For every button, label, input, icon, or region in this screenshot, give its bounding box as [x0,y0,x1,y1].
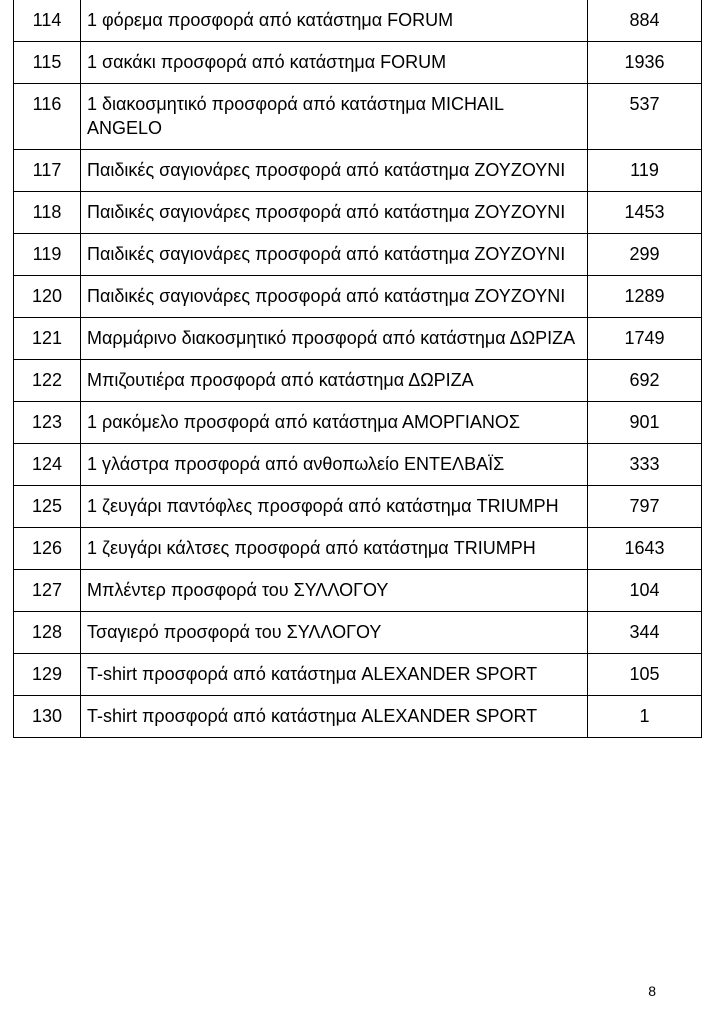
row-description: Μαρμάρινο διακοσμητικό προσφορά από κατάστημα ΔΩΡΙΖΑ [81,318,588,360]
row-description: Μπιζουτιέρα προσφορά από κατάστημα ΔΩΡΙΖΑ [81,360,588,402]
row-value: 884 [588,0,702,42]
table-row [14,150,702,192]
row-number: 123 [14,402,81,444]
table-row [14,360,702,402]
row-value: 692 [588,360,702,402]
table-row [14,318,702,360]
table-row [14,486,702,528]
row-description: 1 ζευγάρι παντόφλες προσφορά από κατάστημα TRIUMPH [81,486,588,528]
table-row [14,612,702,654]
row-description: T-shirt προσφορά από κατάστημα ALEXANDER SPORT [81,696,588,738]
row-description: Παιδικές σαγιονάρες προσφορά από κατάστημα ΖΟΥΖΟΥΝΙ [81,234,588,276]
row-number: 114 [14,0,81,42]
table-row [14,192,702,234]
row-value: 344 [588,612,702,654]
row-description: 1 σακάκι προσφορά από κατάστημα FORUM [81,42,588,84]
row-number: 115 [14,42,81,84]
row-number: 118 [14,192,81,234]
row-value: 1289 [588,276,702,318]
row-value: 119 [588,150,702,192]
row-description: Τσαγιερό προσφορά του ΣΥΛΛΟΓΟΥ [81,612,588,654]
row-number: 122 [14,360,81,402]
row-number: 128 [14,612,81,654]
row-description: Παιδικές σαγιονάρες προσφορά από κατάστημα ΖΟΥΖΟΥΝΙ [81,192,588,234]
row-number: 125 [14,486,81,528]
row-value: 1 [588,696,702,738]
prize-table [13,0,702,738]
row-number: 116 [14,84,81,150]
row-value: 537 [588,84,702,150]
table-row [14,402,702,444]
table-row [14,570,702,612]
row-description: Παιδικές σαγιονάρες προσφορά από κατάστημα ΖΟΥΖΟΥΝΙ [81,276,588,318]
row-description: 1 ζευγάρι κάλτσες προσφορά από κατάστημα TRIUMPH [81,528,588,570]
row-number: 124 [14,444,81,486]
table-row [14,654,702,696]
row-description: T-shirt προσφορά από κατάστημα ALEXANDER SPORT [81,654,588,696]
table-row [14,696,702,738]
row-description: Μπλέντερ προσφορά του ΣΥΛΛΟΓΟΥ [81,570,588,612]
row-value: 333 [588,444,702,486]
row-value: 901 [588,402,702,444]
table-row [14,444,702,486]
row-number: 127 [14,570,81,612]
table-row [14,276,702,318]
table-row [14,84,702,150]
prize-table-body [14,0,702,738]
row-value: 105 [588,654,702,696]
row-value: 797 [588,486,702,528]
table-row [14,234,702,276]
row-value: 299 [588,234,702,276]
row-description: Παιδικές σαγιονάρες προσφορά από κατάστημα ΖΟΥΖΟΥΝΙ [81,150,588,192]
row-value: 104 [588,570,702,612]
row-description: 1 διακοσμητικό προσφορά από κατάστημα MICHAIL ANGELO [81,84,588,150]
row-number: 119 [14,234,81,276]
row-number: 129 [14,654,81,696]
row-number: 126 [14,528,81,570]
table-row [14,0,702,42]
table-row [14,42,702,84]
row-value: 1643 [588,528,702,570]
row-description: 1 γλάστρα προσφορά από ανθοπωλείο ΕΝΤΕΛΒΑΪΣ [81,444,588,486]
row-number: 117 [14,150,81,192]
row-description: 1 φόρεμα προσφορά από κατάστημα FORUM [81,0,588,42]
table-row [14,528,702,570]
row-number: 121 [14,318,81,360]
row-value: 1936 [588,42,702,84]
page-number: 8 [648,983,656,999]
row-value: 1453 [588,192,702,234]
row-value: 1749 [588,318,702,360]
row-number: 120 [14,276,81,318]
row-description: 1 ρακόμελο προσφορά από κατάστημα ΑΜΟΡΓΙΑΝΟΣ [81,402,588,444]
row-number: 130 [14,696,81,738]
